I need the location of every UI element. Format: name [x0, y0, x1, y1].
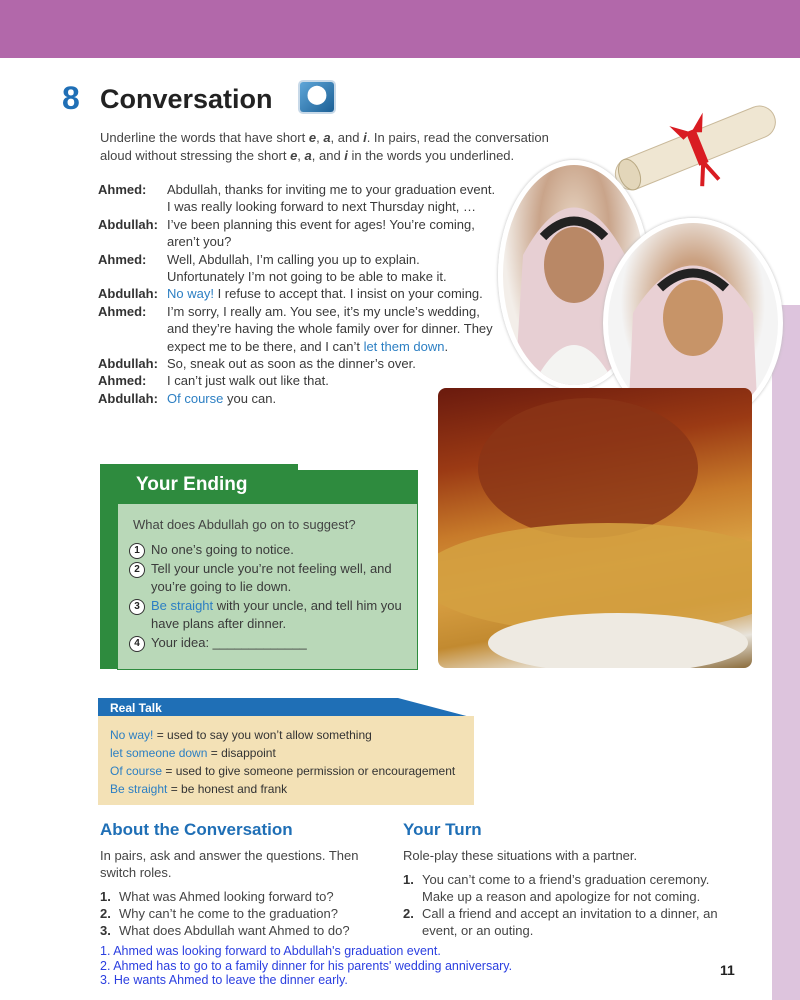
answer-line: 2. Ahmed has to go to a family dinner for his parents' wedding anniversary. — [100, 958, 513, 973]
item-text: You can’t come to a friend’s graduation ceremony. Make up a reason and apologize for not coming. — [422, 872, 710, 904]
dialogue-text — [167, 216, 498, 251]
dialogue-post: . — [444, 338, 449, 354]
option-body: No one’s going to notice. — [151, 542, 294, 557]
item-number: 1. — [403, 872, 414, 887]
your-turn-title: Your Turn — [403, 820, 482, 839]
list-item — [100, 922, 380, 939]
food-photo — [438, 388, 752, 668]
your-ending-options — [129, 541, 409, 653]
dialogue-text — [167, 181, 498, 216]
dialogue-post: I refuse to accept that. I insist on your coming. — [213, 286, 483, 302]
item-text: What was Ahmed looking forward to? — [119, 889, 334, 904]
real-talk-item — [110, 726, 455, 744]
dialogue-pre: Abdullah, thanks for inviting me to your graduation event. I was really looking forward to next Thursday night, … — [167, 182, 496, 215]
speaker-name: Abdullah: — [98, 356, 158, 372]
dialogue-highlight: let them down — [363, 338, 445, 354]
real-talk-def: = be honest and frank — [167, 782, 288, 796]
instructions: Underline the words that have short e, a, and i. In pairs, read the conversation aloud without stressing the short e, a, and i in the words you underlined. — [100, 130, 549, 163]
dialogue-highlight: No way! — [167, 286, 214, 302]
your-ending-question: What does Abdullah go on to suggest? — [133, 517, 356, 532]
speaker-name: Ahmed: — [98, 182, 147, 197]
option-text — [151, 597, 409, 633]
option-highlight: Be straight — [151, 598, 214, 613]
your-turn-instruction: Role-play these situations with a partner. — [403, 848, 638, 863]
section-number: 8 — [62, 80, 80, 116]
dialogue-highlight: Of course — [167, 390, 224, 406]
item-number: 3. — [100, 923, 111, 938]
speaker-name: Abdullah: — [98, 390, 158, 406]
ending-option — [129, 597, 409, 633]
dialogue-line — [98, 372, 498, 389]
speaker-name: Ahmed: — [98, 303, 147, 319]
dialogue-line — [98, 303, 498, 355]
dialogue-pre: I can’t just walk out like that. — [167, 373, 329, 389]
header-bar — [0, 0, 800, 58]
audio-icon[interactable]: ⬤ — [300, 82, 334, 112]
dialogue-pre: So, sneak out as soon as the dinner’s over. — [167, 356, 416, 372]
about-questions — [100, 888, 380, 939]
conversation — [98, 181, 498, 407]
diploma-scroll-icon — [600, 92, 790, 202]
real-talk-def: = disappoint — [207, 746, 276, 760]
dialogue-pre: Well, Abdullah, I’m calling you up to explain. Unfortunately I’m not going to be able to make it. — [167, 251, 447, 285]
ending-option — [129, 634, 409, 652]
dialogue-pre: I’m sorry, I really am. You see, it’s my uncle’s wedding, and they’re having the whole family over for dinner. They expect me to be there, and I can’t — [167, 303, 493, 354]
list-item — [100, 888, 380, 905]
item-text: Why can’t he come to the graduation? — [119, 906, 338, 921]
dialogue-text — [167, 303, 498, 355]
item-text: Call a friend and accept an invitation to a dinner, an event, or an outing. — [422, 906, 718, 938]
dialogue-line — [98, 285, 498, 302]
real-talk-def: = used to say you won’t allow something — [153, 728, 372, 742]
speaker-name: Ahmed: — [98, 373, 147, 389]
option-body: Tell your uncle you’re not feeling well, and you’re going to lie down. — [151, 561, 392, 594]
item-number: 2. — [403, 906, 414, 921]
option-number-icon: 2 — [129, 562, 145, 578]
option-number-icon: 3 — [129, 599, 145, 615]
real-talk-title: Real Talk — [110, 701, 162, 715]
dialogue-text — [167, 355, 498, 372]
item-text: What does Abdullah want Ahmed to do? — [119, 923, 350, 938]
real-talk-term: Of course — [110, 764, 163, 778]
answer-line: 3. He wants Ahmed to leave the dinner early. — [100, 973, 348, 987]
option-number-icon: 1 — [129, 543, 145, 559]
handwritten-answers — [100, 944, 512, 988]
option-body: Your idea: _____________ — [151, 635, 307, 650]
item-number: 2. — [100, 906, 111, 921]
answer-line: 1. Ahmed was looking forward to Abdullah's graduation event. — [100, 944, 441, 958]
option-text — [151, 634, 307, 652]
real-talk-list — [110, 726, 455, 798]
option-number-icon: 4 — [129, 636, 145, 652]
about-instruction: In pairs, ask and answer the questions. Then switch roles. — [100, 848, 359, 880]
dialogue-text — [167, 251, 498, 286]
real-talk-term: No way! — [110, 728, 154, 742]
real-talk-term: let someone down — [110, 746, 208, 760]
dialogue-line — [98, 251, 498, 286]
option-text — [151, 541, 294, 559]
ending-option — [129, 541, 409, 559]
list-item — [403, 905, 733, 939]
real-talk-item — [110, 780, 455, 798]
your-ending-title: Your Ending — [136, 474, 248, 495]
real-talk-item — [110, 762, 455, 780]
about-title: About the Conversation — [100, 820, 293, 839]
dialogue-text — [167, 285, 498, 302]
option-text — [151, 560, 409, 596]
your-turn-items — [403, 871, 733, 939]
real-talk-term: Be straight — [110, 782, 168, 796]
option-body: with your uncle, and tell him you have plans after dinner. — [151, 598, 402, 631]
dialogue-line — [98, 181, 498, 216]
speaker-name: Abdullah: — [98, 286, 158, 302]
speaker-name: Ahmed: — [98, 251, 147, 267]
side-bar — [772, 305, 800, 1000]
dialogue-line — [98, 216, 498, 251]
section-title: Conversation — [100, 84, 273, 114]
item-number: 1. — [100, 889, 111, 904]
dialogue-line — [98, 355, 498, 372]
page-number: 11 — [720, 962, 735, 978]
ending-option — [129, 560, 409, 596]
real-talk-item — [110, 744, 455, 762]
list-item — [100, 905, 380, 922]
dialogue-post: you can. — [223, 390, 277, 406]
list-item — [403, 871, 733, 905]
dialogue-pre: I’ve been planning this event for ages! You’re coming, aren’t you? — [167, 216, 475, 250]
real-talk-def: = used to give someone permission or encouragement — [162, 764, 456, 778]
speaker-name: Abdullah: — [98, 216, 158, 232]
